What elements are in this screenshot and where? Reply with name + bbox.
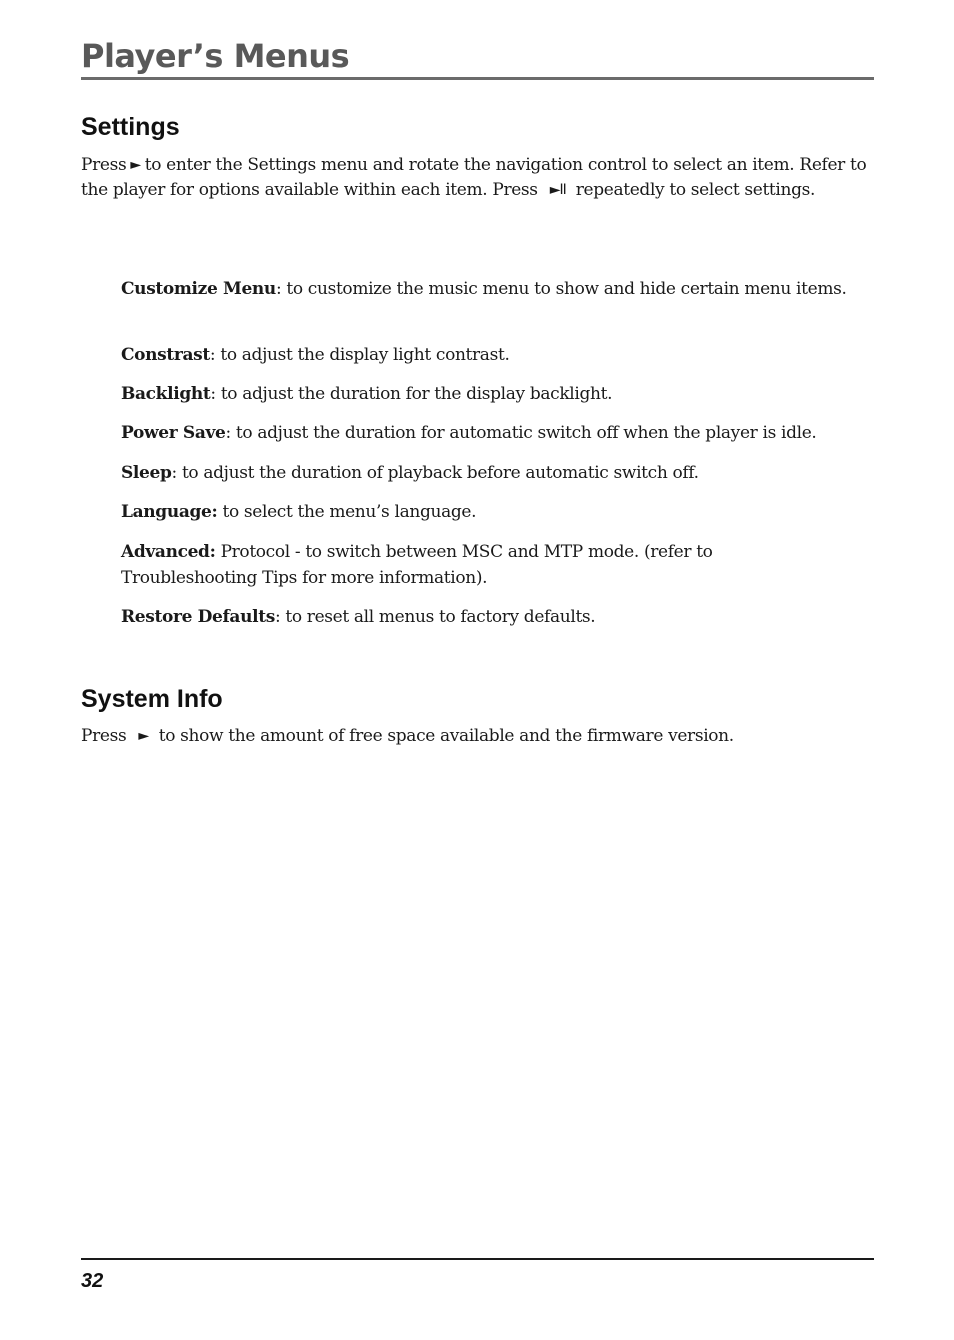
page-title: Player’s Menus (81, 37, 350, 75)
play-icon: ► (138, 728, 149, 744)
item-term: Power Save (121, 423, 226, 443)
settings-item-contrast (121, 342, 865, 368)
intro-text-2: to enter the Settings menu and rotate the navigation control to select an item. Refer to the player for options available within each item. Press (81, 155, 867, 200)
item-description: : to adjust the duration for automatic switch off when the player is idle. (225, 423, 817, 443)
item-description: : to adjust the duration for the display backlight. (210, 384, 613, 404)
item-description: to select the menu’s language. (217, 502, 477, 522)
item-term: Customize Menu (121, 279, 276, 299)
footer-divider (81, 1258, 874, 1260)
sysinfo-text-1: Press (81, 726, 127, 746)
settings-item-language (121, 499, 865, 525)
settings-heading: Settings (81, 113, 180, 141)
intro-text-3: repeatedly to select settings. (575, 179, 816, 200)
item-description: : to reset all menus to factory defaults. (274, 607, 596, 627)
system-info-heading: System Info (81, 685, 223, 713)
settings-item-advanced (121, 539, 761, 591)
item-term: Advanced: (121, 542, 216, 562)
item-term: Restore Defaults (121, 607, 275, 627)
settings-item-backlight (121, 381, 865, 407)
page-number: 32 (81, 1270, 104, 1292)
item-term: Constrast (121, 345, 210, 365)
settings-item-sleep (121, 460, 865, 486)
settings-intro (81, 154, 871, 203)
play-pause-icon: ►II (549, 181, 566, 198)
item-description: : to customize the music menu to show and hide certain menu items. (275, 279, 847, 299)
system-info-text (81, 725, 871, 750)
intro-text-1: Press (81, 155, 127, 175)
play-icon: ► (130, 157, 141, 173)
item-description: : to adjust the duration of playback before automatic switch off. (171, 463, 699, 483)
item-term: Language: (121, 502, 218, 522)
item-term: Sleep (121, 463, 172, 483)
header-divider (81, 77, 874, 80)
item-description: Protocol - to switch between MSC and MTP mode. (refer to Troubleshooting Tips for more information). (121, 542, 713, 588)
sysinfo-text-2: to show the amount of free space available and the firmware version. (158, 726, 734, 746)
settings-item-power-save (121, 420, 881, 446)
item-description: : to adjust the display light contrast. (209, 345, 510, 365)
settings-item-customize-menu (121, 276, 865, 302)
settings-item-restore-defaults (121, 604, 865, 630)
item-term: Backlight (121, 384, 211, 404)
